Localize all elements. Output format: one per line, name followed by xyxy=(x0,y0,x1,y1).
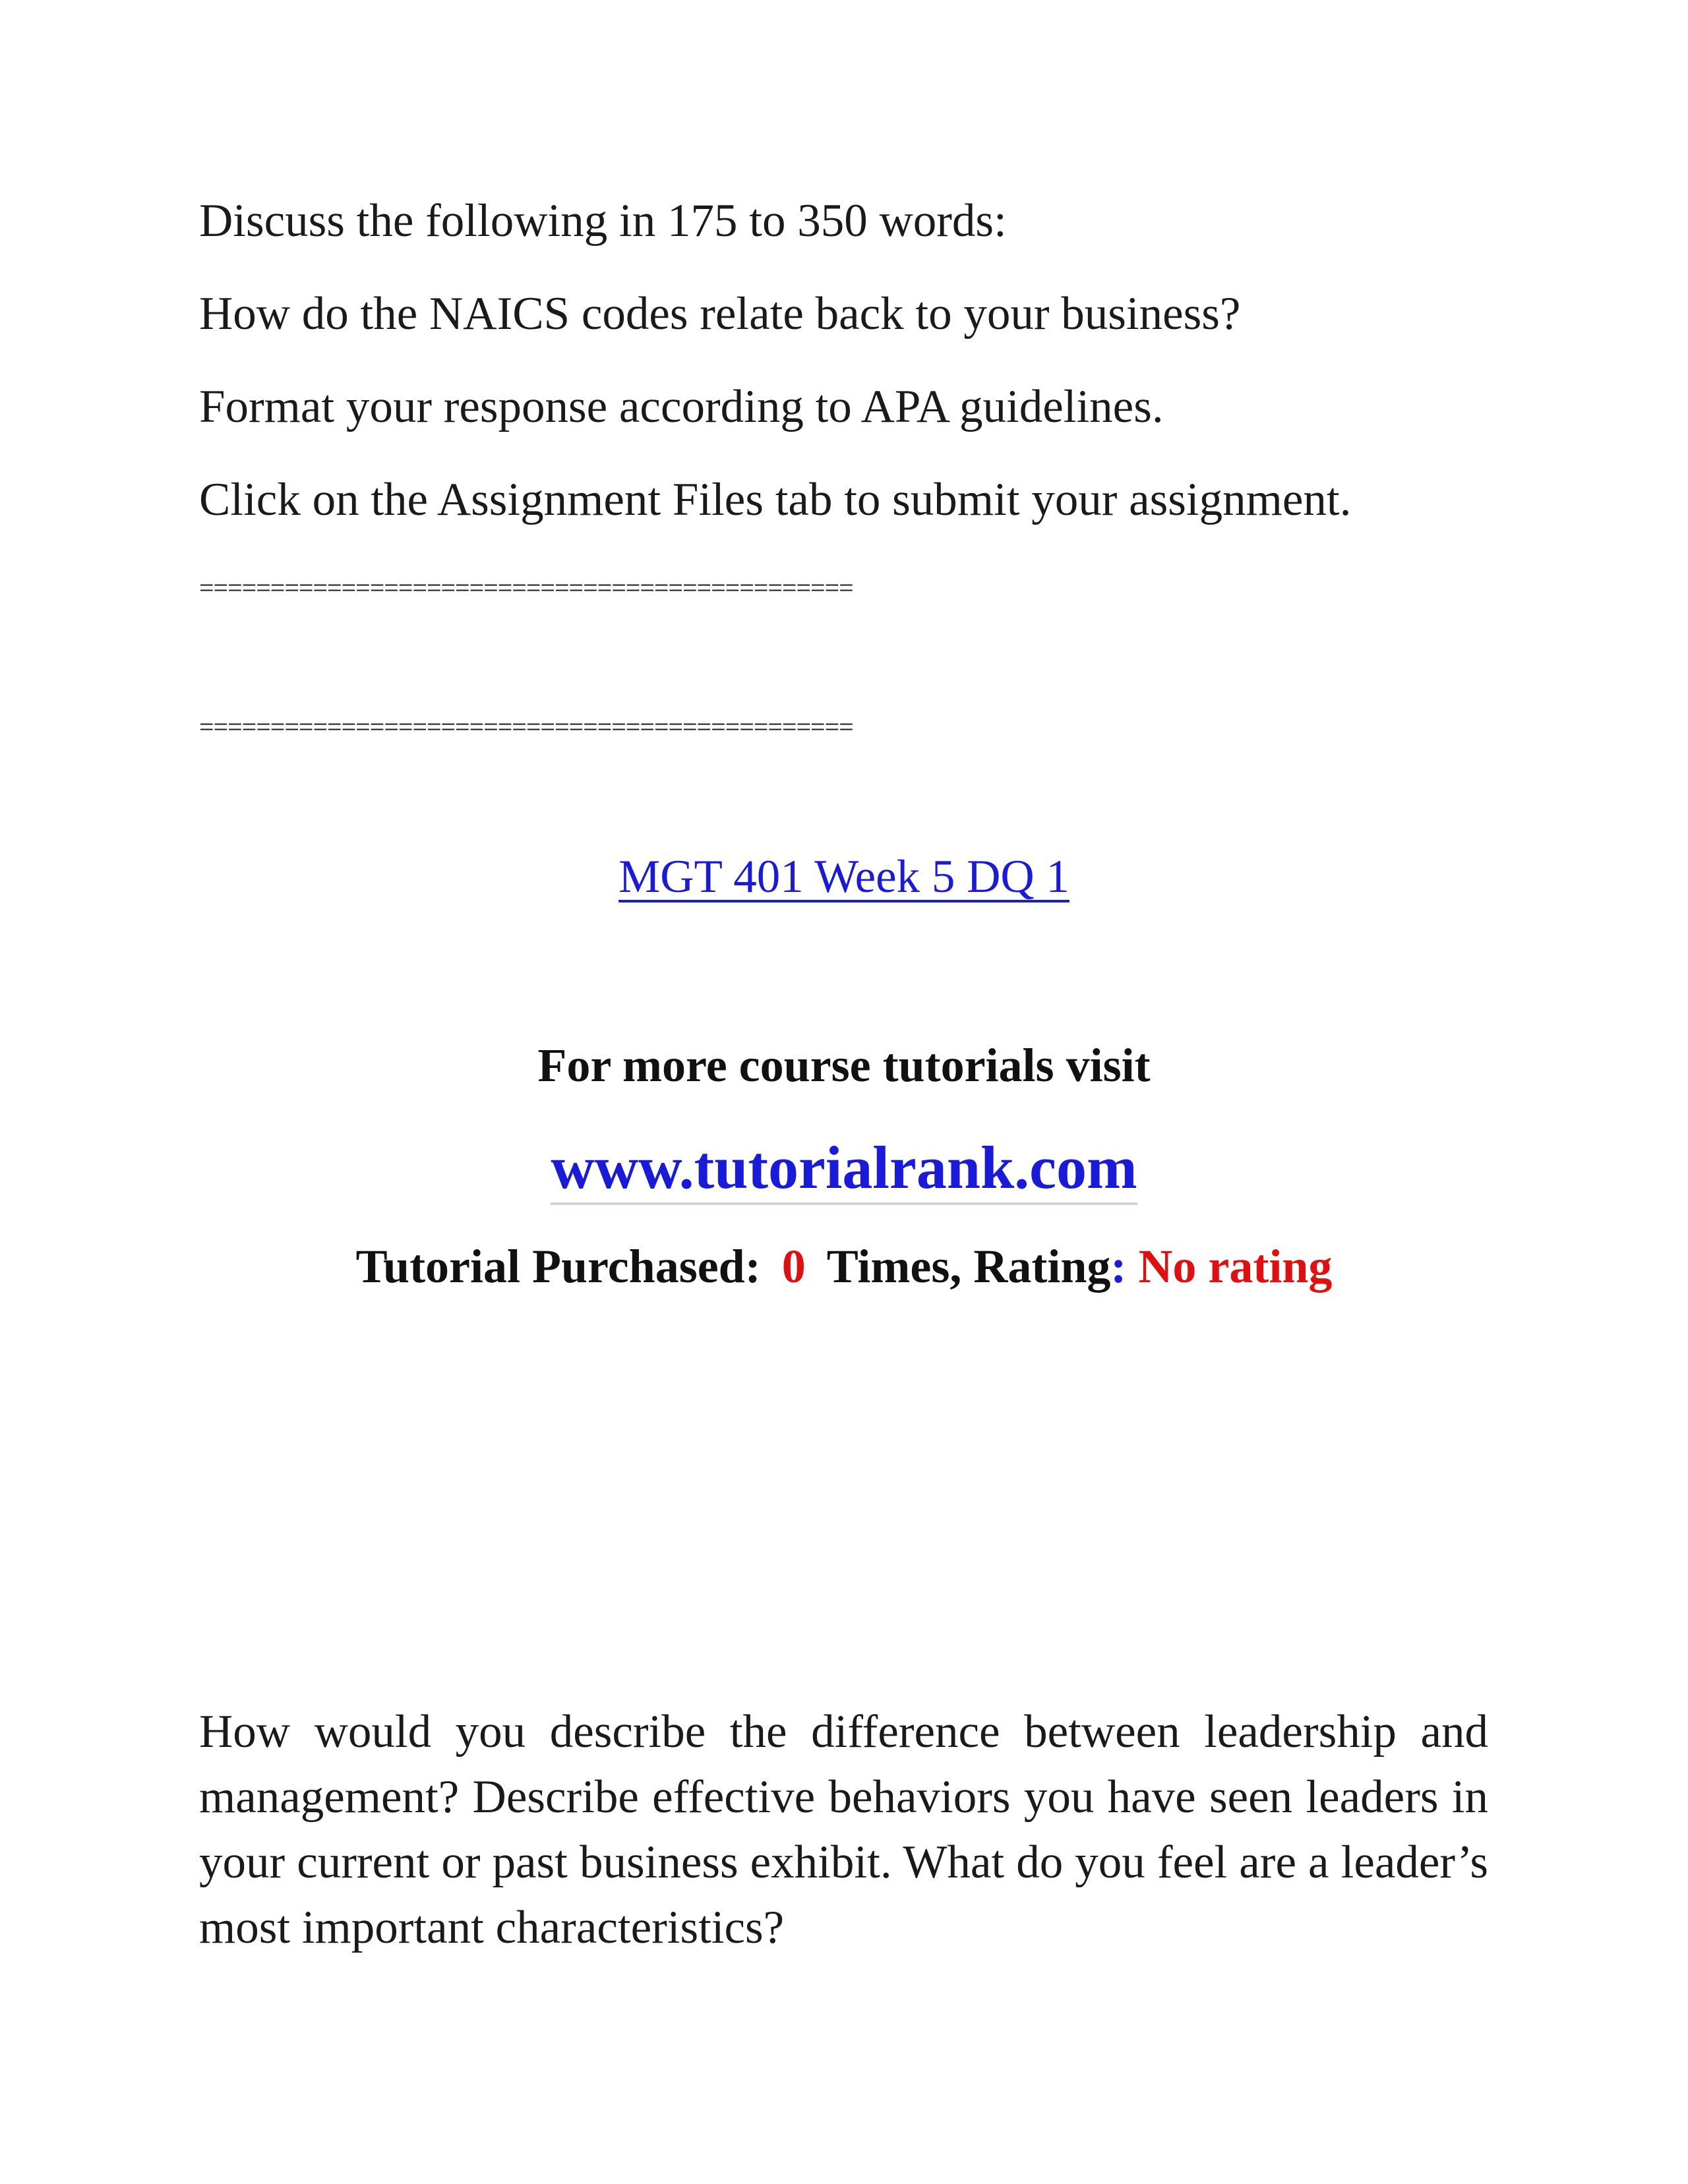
purchased-label: Tutorial Purchased: xyxy=(355,1240,761,1293)
site-link-row xyxy=(0,1133,1688,1202)
tutorial-stats-row xyxy=(0,1239,1688,1294)
purchased-count: 0 xyxy=(781,1240,806,1293)
course-title-row xyxy=(0,850,1688,904)
tutorialrank-site-link[interactable]: www.tutorialrank.com xyxy=(551,1134,1137,1205)
promo-text: For more course tutorials visit xyxy=(537,1039,1151,1092)
intro-line-submit-instructions: Click on the Assignment Files tab to submit your assignment. xyxy=(199,474,1352,525)
intro-line-apa-format: Format your response according to APA guidelines. xyxy=(199,381,1164,432)
separator-top: ============================================== xyxy=(199,573,853,603)
intro-line-naics-question: How do the NAICS codes relate back to your business? xyxy=(199,288,1241,339)
course-title-link[interactable]: MGT 401 Week 5 DQ 1 xyxy=(618,851,1070,902)
leadership-question-paragraph: How would you describe the difference between leadership and management? Describe effective behaviors you have seen leaders in your current or past business exhibit. What do you feel are a leader’s most important characteristics? xyxy=(199,1706,1488,1953)
times-rating-label: Times, Rating xyxy=(826,1240,1111,1293)
separator-bottom: ============================================== xyxy=(199,712,853,742)
intro-line-word-count: Discuss the following in 175 to 350 words: xyxy=(199,195,1007,247)
rating-value: No rating xyxy=(1138,1240,1333,1293)
rating-colon: : xyxy=(1110,1240,1127,1293)
